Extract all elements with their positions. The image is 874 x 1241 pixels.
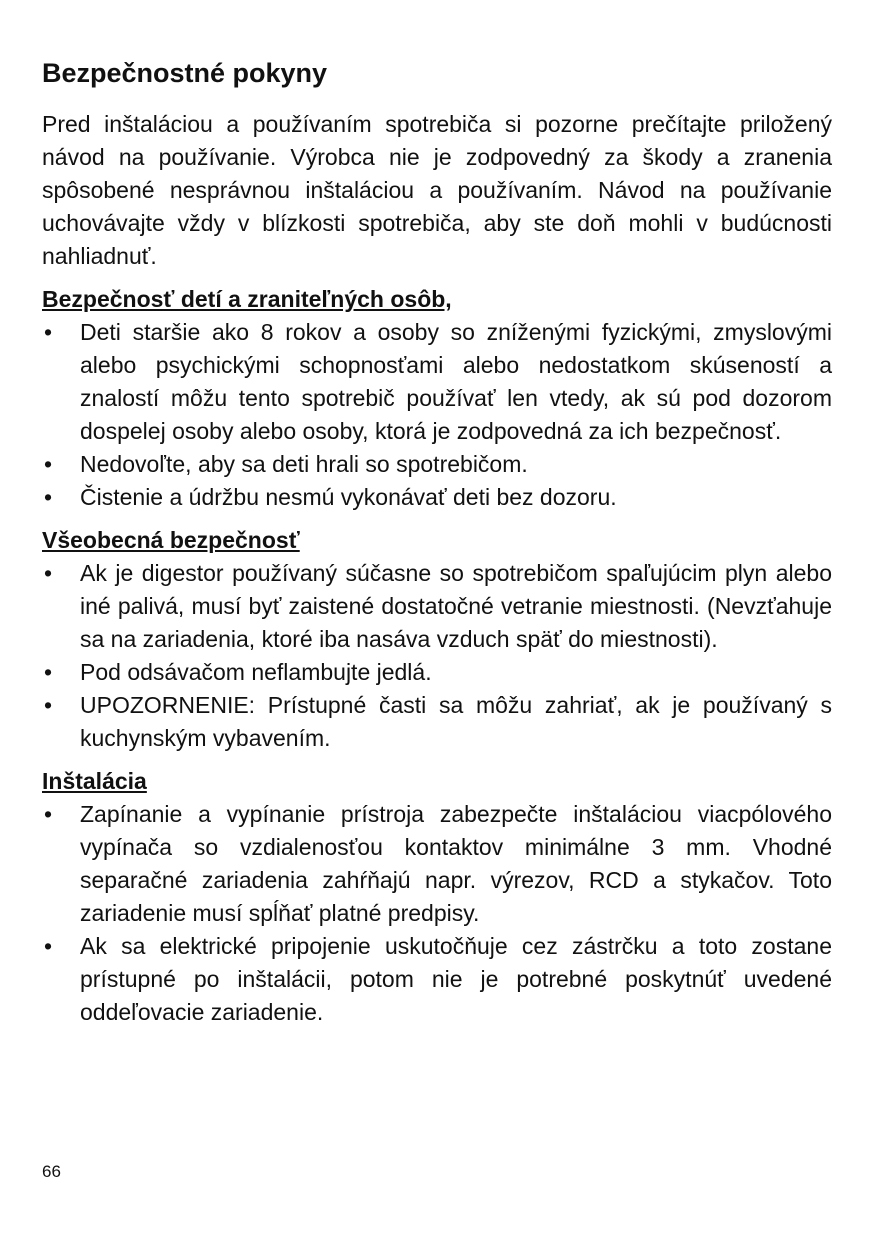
bullet-icon: • — [43, 451, 53, 477]
bullet-icon: • — [43, 933, 53, 959]
list-item — [42, 798, 832, 930]
list-item-text: Čistenie a údržbu nesmú vykonávať deti bez dozoru. — [80, 484, 617, 510]
list-item — [42, 316, 832, 448]
list-item-text: Deti staršie ako 8 rokov a osoby so zníženými fyzickými, zmyslovými alebo psychickými schopnosťami alebo nedostatkom skúseností a znalostí môžu tento spotrebič používať len vtedy, ak sú pod dozorom dospelej osoby alebo osoby, ktorá je zodpovedná za ich bezpečnosť. — [80, 319, 832, 444]
section-heading-child-safety: Bezpečnosť detí a zraniteľných osôb, — [42, 286, 452, 312]
bullet-icon: • — [43, 484, 53, 510]
section-heading-installation: Inštalácia — [42, 768, 147, 794]
page-number: 66 — [42, 1162, 61, 1181]
bullet-icon: • — [43, 692, 53, 718]
list-item — [42, 481, 832, 514]
child-safety-list — [42, 316, 832, 514]
list-item-text: Ak sa elektrické pripojenie uskutočňuje cez zástrčku a toto zostane prístupné po inštalácii, potom nie je potrebné poskytnúť uvedené oddeľovacie zariadenie. — [80, 933, 832, 1025]
document-page — [42, 50, 832, 1029]
list-item-text: Pod odsávačom neflambujte jedlá. — [80, 659, 432, 685]
list-item — [42, 689, 832, 755]
bullet-icon: • — [43, 659, 53, 685]
list-item-text: UPOZORNENIE: Prístupné časti sa môžu zahriať, ak je používaný s kuchynským vybavením. — [80, 692, 832, 751]
list-item-text: Ak je digestor používaný súčasne so spotrebičom spaľujúcim plyn alebo iné palivá, musí byť zaistené dostatočné vetranie miestnosti. (Nevzťahuje sa na zariadenia, ktoré iba nasáva vzduch späť do miestnosti). — [80, 560, 832, 652]
general-safety-list — [42, 557, 832, 755]
bullet-icon: • — [43, 560, 53, 586]
list-item-text: Zapínanie a vypínanie prístroja zabezpečte inštaláciou viacpólového vypínača so vzdialenosťou kontaktov minimálne 3 mm. Vhodné separačné zariadenia zahŕňajú napr. výrezov, RCD a stykačov. Toto zariadenie musí spĺňať platné predpisy. — [80, 801, 832, 926]
list-item — [42, 656, 832, 689]
bullet-icon: • — [43, 801, 53, 827]
list-item — [42, 930, 832, 1029]
installation-list — [42, 798, 832, 1029]
intro-paragraph: Pred inštaláciou a používaním spotrebiča si pozorne prečítajte priložený návod na používanie. Výrobca nie je zodpovedný za škody a zranenia spôsobené nesprávnou inštaláciou a používaním. Návod na používanie uchovávajte vždy v blízkosti spotrebiča, aby ste doň mohli v budúcnosti nahliadnuť. — [42, 111, 832, 269]
list-item — [42, 557, 832, 656]
page-title: Bezpečnostné pokyny — [42, 58, 328, 88]
list-item-text: Nedovoľte, aby sa deti hrali so spotrebičom. — [80, 451, 528, 477]
list-item — [42, 448, 832, 481]
section-heading-general-safety: Všeobecná bezpečnosť — [42, 527, 300, 553]
bullet-icon: • — [43, 319, 53, 345]
